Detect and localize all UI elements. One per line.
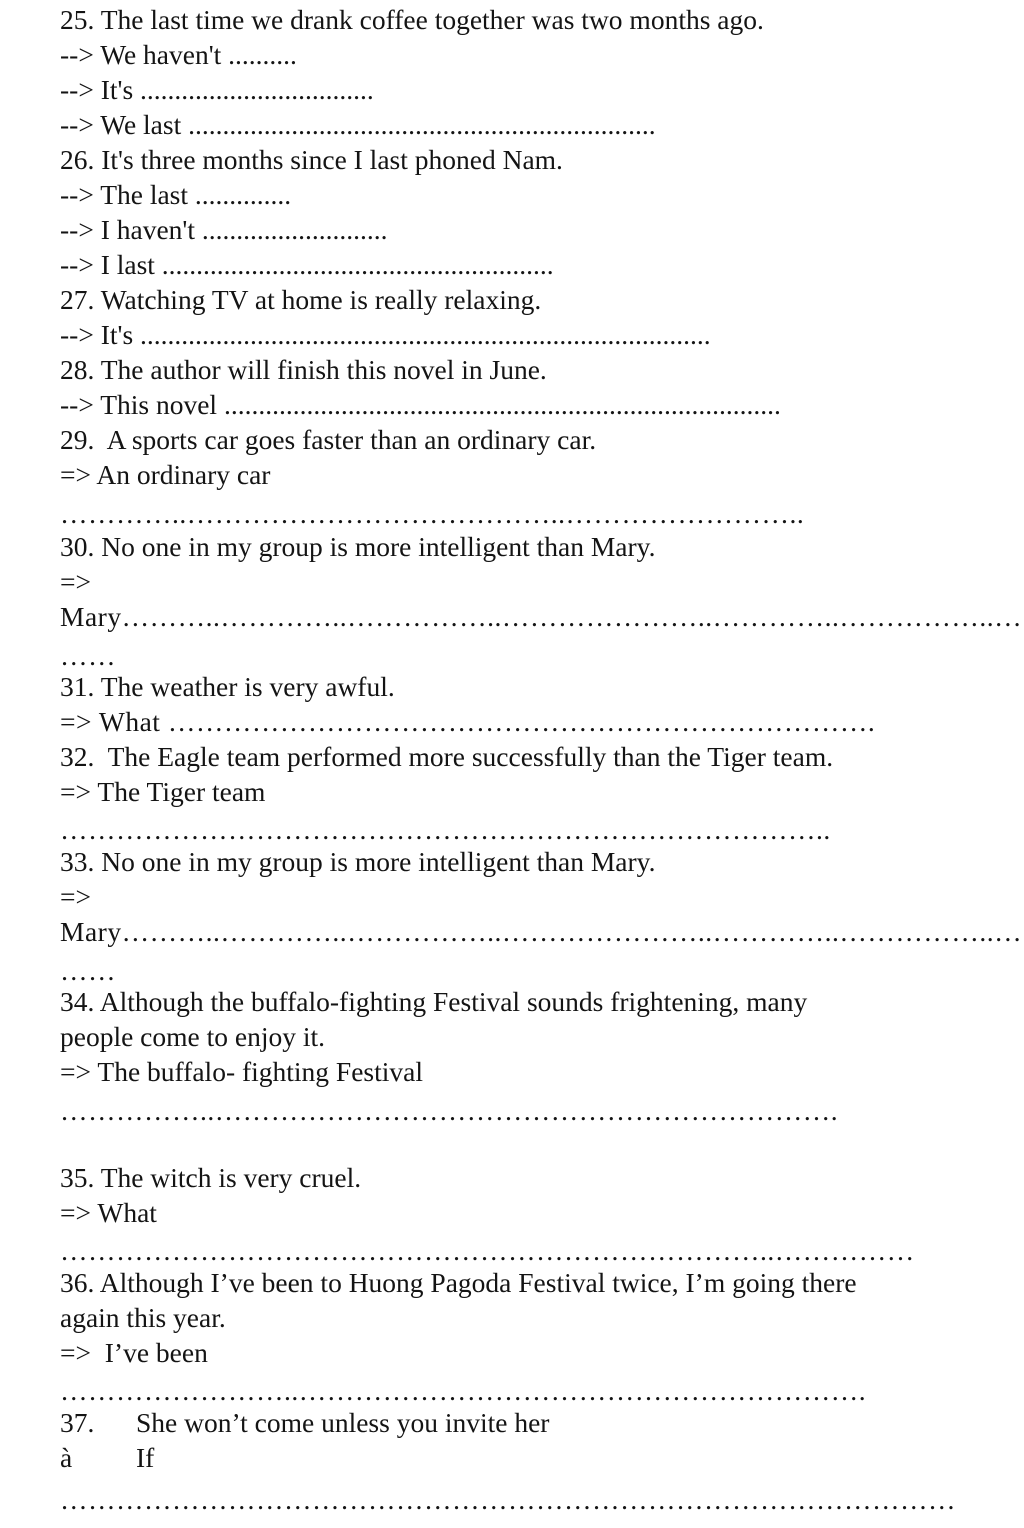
q25-prompt: 25. The last time we drank coffee together was two months ago. (60, 4, 764, 35)
q33-prompt: 33. No one in my group is more intelligent than Mary. (60, 846, 656, 877)
q36-prompt-line-2: again this year. (60, 1302, 226, 1333)
q35-prompt: 35. The witch is very cruel. (60, 1162, 362, 1193)
q29-prompt: 29. A sports car goes faster than an ordinary car. (60, 424, 597, 455)
q37-arrow: à (60, 1442, 73, 1473)
q34-answer-blank[interactable]: ……………..…………………………………………………………. (60, 1095, 839, 1126)
q25-answer-3[interactable]: --> We last .................................................................... (60, 109, 656, 140)
q33-answer-blank-cont[interactable]: …… (60, 955, 116, 986)
q34-prompt-line-1: 34. Although the buffalo-fighting Festival sounds frightening, many (60, 986, 808, 1017)
q34-prompt-line-2: people come to enjoy it. (60, 1021, 325, 1052)
q30-arrow: => (60, 566, 92, 597)
q29-answer-blank[interactable]: …………..…………………………………..…………………….. (60, 498, 805, 529)
q36-answer-start: => I’ve been (60, 1337, 208, 1368)
q30-answer-blank-cont[interactable]: …… (60, 640, 116, 671)
q37-prompt-row (0, 1406, 1024, 1440)
q36-prompt-line-1: 36. Although I’ve been to Huong Pagoda Festival twice, I’m going there (60, 1267, 857, 1298)
q25-answer-2[interactable]: --> It's .................................. (60, 74, 374, 105)
q37-number: 37. (60, 1407, 95, 1438)
q30-prompt: 30. No one in my group is more intelligent than Mary. (60, 531, 656, 562)
q28-prompt: 28. The author will finish this novel in June. (60, 354, 547, 385)
q32-answer-blank[interactable]: ……………………………………………………………………….. (60, 814, 831, 845)
q27-prompt: 27. Watching TV at home is really relaxing. (60, 284, 542, 315)
q26-prompt: 26. It's three months since I last phoned Nam. (60, 144, 563, 175)
q26-answer-2[interactable]: --> I haven't ........................... (60, 214, 388, 245)
q32-prompt: 32. The Eagle team performed more successfully than the Tiger team. (60, 741, 834, 772)
q37-sentence: She won’t come unless you invite her (136, 1407, 550, 1438)
q26-answer-3[interactable]: --> I last ......................................................... (60, 249, 554, 280)
q26-answer-1[interactable]: --> The last .............. (60, 179, 292, 210)
q31-answer[interactable]: => What …………………………………………………………………. (60, 706, 876, 737)
q30-answer-blank[interactable]: Mary………..…………..……………..…………………..…………..……………..… (60, 601, 1023, 632)
q27-answer[interactable]: --> It's ................................................................................... (60, 319, 711, 350)
q25-answer-1[interactable]: --> We haven't .......... (60, 39, 297, 70)
q33-answer-blank[interactable]: Mary………..…………..……………..…………………..…………..……………..… (60, 916, 1023, 947)
q28-answer[interactable]: --> This novel ................................................................................. (60, 389, 781, 420)
q35-answer-start: => What (60, 1197, 157, 1228)
q37-answer-blank[interactable]: …………………………………………………………………………………… (60, 1484, 956, 1515)
q34-answer-start: => The buffalo- fighting Festival (60, 1056, 424, 1087)
q33-arrow: => (60, 881, 92, 912)
q29-answer-start: => An ordinary car (60, 459, 271, 490)
q36-answer-blank[interactable]: ……………………..……………………………………………………. (60, 1375, 867, 1406)
q32-answer-start: => The Tiger team (60, 776, 266, 807)
q31-prompt: 31. The weather is very awful. (60, 671, 395, 702)
q37-answer-row (0, 1441, 1024, 1475)
q37-answer-start: If (136, 1442, 155, 1473)
q35-answer-blank[interactable]: …………………………………………………………………..…………… (60, 1235, 915, 1266)
